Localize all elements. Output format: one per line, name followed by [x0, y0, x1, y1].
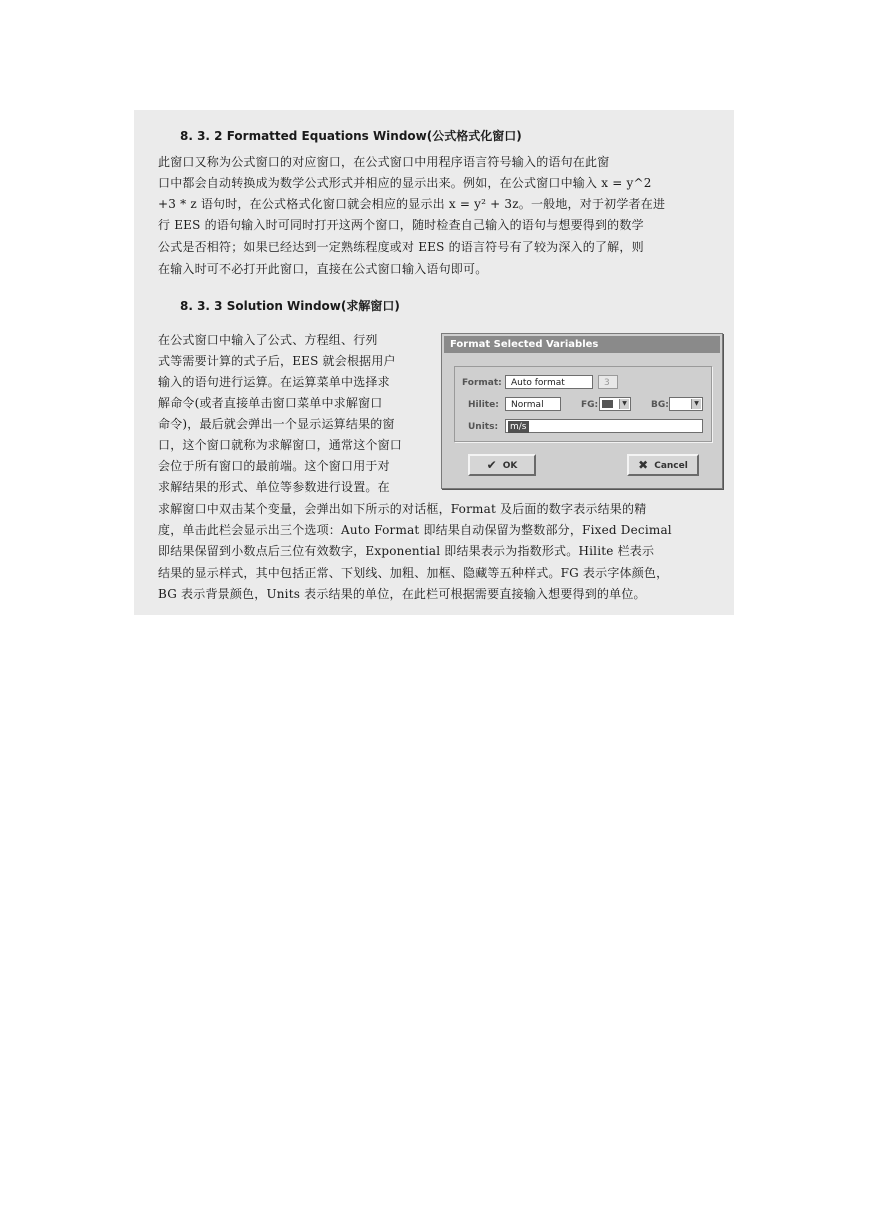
bg-color-select[interactable]: [669, 397, 703, 411]
paragraph-line: 输入的语句进行运算。在运算菜单中选择求: [158, 375, 390, 389]
format-select[interactable]: Auto format: [505, 375, 593, 389]
ok-button[interactable]: [468, 454, 536, 476]
paragraph-line: 公式是否相符；如果已经达到一定熟练程度或对 EES 的语言符号有了较为深入的了解，则: [158, 240, 644, 254]
paragraph-line: 求解窗口中双击某个变量，会弹出如下所示的对话框，Format 及后面的数字表示结果的精: [158, 502, 647, 516]
paragraph-line: BG 表示背景颜色，Units 表示结果的单位，在此栏可根据需要直接输入想要得到的单位。: [158, 587, 646, 601]
units-input[interactable]: [505, 419, 703, 433]
check-icon: ✔: [486, 458, 497, 472]
paragraph-line: 求解结果的形式、单位等参数进行设置。在: [158, 480, 390, 494]
format-label: Format:: [462, 378, 502, 388]
fg-label: FG:: [581, 400, 599, 410]
paragraph-line: 度，单击此栏会显示出三个选项：Auto Format 即结果自动保留为整数部分，Fixed Decimal: [158, 523, 672, 537]
cancel-button[interactable]: [627, 454, 699, 476]
fg-color-select[interactable]: [599, 397, 631, 411]
paragraph-line: 此窗口又称为公式窗口的对应窗口，在公式窗口中用程序语言符号输入的语句在此窗: [158, 155, 610, 169]
format-selected-variables-dialog: [441, 333, 723, 489]
bg-color-swatch: [672, 400, 683, 408]
fg-color-swatch: [602, 400, 613, 408]
paragraph-line: 结果的显示样式，其中包括正常、下划线、加粗、加框、隐藏等五种样式。FG 表示字体颜色，: [158, 566, 669, 580]
section-heading-832: 8. 3. 2 Formatted Equations Window(公式格式化窗口): [180, 129, 522, 143]
paragraph-line: +3 * z 语句时，在公式格式化窗口就会相应的显示出 x = y² + 3z。一般地，对于初学者在进: [158, 197, 666, 211]
paragraph-line: 在输入时可不必打开此窗口，直接在公式窗口输入语句即可。: [158, 262, 488, 276]
chevron-down-icon: ▼: [619, 399, 629, 409]
digits-field[interactable]: 3: [598, 375, 618, 389]
x-icon: ✖: [638, 458, 649, 472]
bg-label: BG:: [651, 400, 669, 410]
dialog-title: Format Selected Variables: [444, 336, 720, 353]
cancel-label: Cancel: [654, 461, 688, 471]
units-label: Units:: [468, 422, 499, 432]
paragraph-line: 即结果保留到小数点后三位有效数字，Exponential 即结果表示为指数形式。Hilite 栏表示: [158, 544, 655, 558]
paragraph-line: 命令)，最后就会弹出一个显示运算结果的窗: [158, 417, 395, 431]
section-heading-833: 8. 3. 3 Solution Window(求解窗口): [180, 299, 400, 313]
hilite-select[interactable]: Normal: [505, 397, 561, 411]
paragraph-line: 口，这个窗口就称为求解窗口，通常这个窗口: [158, 438, 403, 452]
paragraph-line: 式等需要计算的式子后，EES 就会根据用户: [158, 354, 396, 368]
chevron-down-icon: ▼: [691, 399, 701, 409]
hilite-label: Hilite:: [468, 400, 499, 410]
paragraph-line: 行 EES 的语句输入时可同时打开这两个窗口，随时检查自己输入的语句与想要得到的数学: [158, 218, 644, 232]
ok-label: OK: [502, 461, 518, 471]
paragraph-line: 解命令(或者直接单击窗口菜单中求解窗口: [158, 396, 383, 410]
paragraph-line: 口中都会自动转换成为数学公式形式并相应的显示出来。例如，在公式窗口中输入 x = y^2: [158, 176, 652, 190]
paragraph-line: 在公式窗口中输入了公式、方程组、行列: [158, 333, 378, 347]
paragraph-line: 会位于所有窗口的最前端。这个窗口用于对: [158, 459, 390, 473]
units-value: m/s: [510, 422, 527, 432]
